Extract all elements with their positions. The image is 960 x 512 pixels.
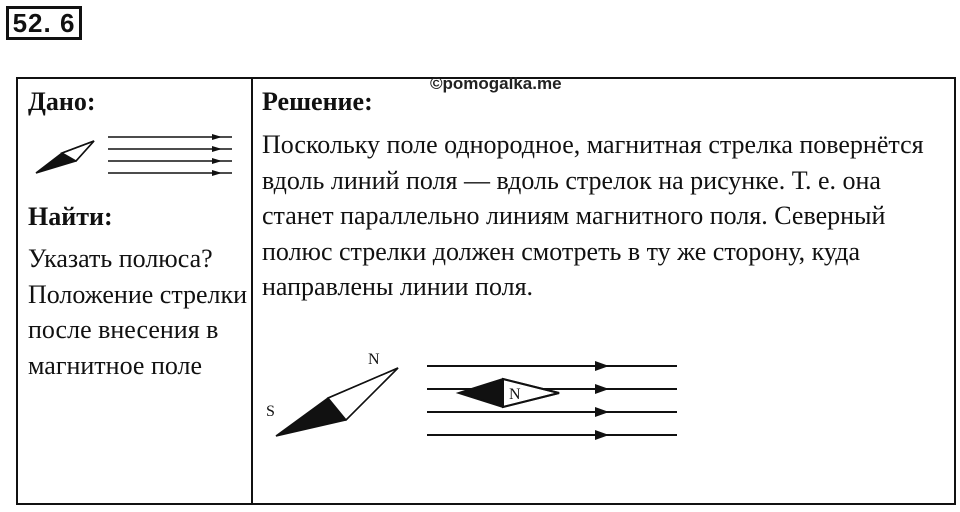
north-pole-label: N <box>368 351 380 368</box>
aligned-north-label: N <box>509 386 521 403</box>
field-needle-figure <box>405 262 695 472</box>
given-field-lines <box>108 137 232 173</box>
find-text: Указать полюса? Положение стрелки после внесения в магнитное поле <box>28 244 248 380</box>
problem-number: 52. 6 <box>6 6 82 40</box>
aligned-needle-south-half <box>459 379 503 407</box>
given-field-arrows <box>212 134 222 176</box>
given-heading: Дано: <box>28 87 96 116</box>
south-pole-label: S <box>266 403 275 420</box>
watermark: ©pomogalka.me <box>430 74 562 93</box>
field-lines <box>427 366 677 435</box>
field-arrows <box>595 361 609 440</box>
given-figure <box>32 131 252 201</box>
compass-needle-figure <box>250 270 410 450</box>
find-heading: Найти: <box>28 202 113 231</box>
solution-text: Поскольку поле однородное, магнитная стрелка повернётся вдоль линий поля — вдоль стрелок на рисунке. Т. е. она станет параллельно линиям магнитного поля. Северный полюс стрелки должен смотреть в ту же сторону, куда направлены линии поля. <box>262 130 924 301</box>
solution-heading: Решение: <box>262 87 373 116</box>
